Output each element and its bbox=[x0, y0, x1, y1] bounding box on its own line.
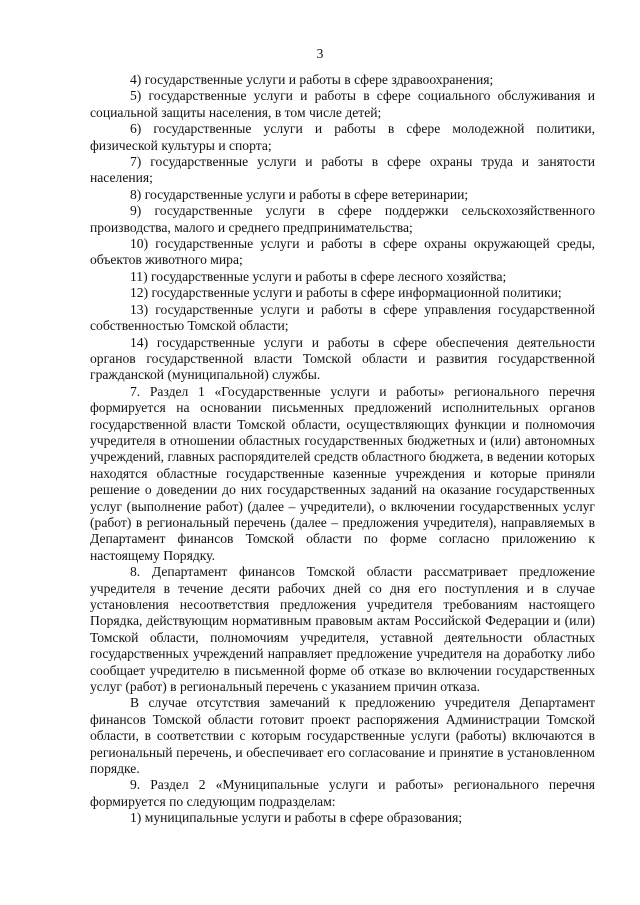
list-item-environment: 10) государственные услуги и работы в сфере охраны окружающей среды, объектов животного мира; bbox=[90, 236, 595, 268]
page-number: 3 bbox=[316, 46, 324, 61]
clause-7: 7. Раздел 1 «Государственные услуги и работы» регионального перечня формируется на основании письменных предложений исполнительных органов государственной власти Томской области, осуществляющих функции и полномочия учредителя в отношении областных государственных бюджетных и (или) автономных учреждений, главных распорядителей средств областного бюджета, в ведении которых находятся областные государственные казенные учреждения и которые приняли решение о доведении до них государственных заданий на оказание государственных услуг (выполнение работ) (далее – учредители), о включении государственных услуг (работ) в региональный перечень (далее – предложения учредителя), направляемых в Департамент финансов Томской области по форме согласно приложению к настоящему Порядку. bbox=[90, 383, 595, 563]
clause-8: 8. Департамент финансов Томской области рассматривает предложение учредителя в течение десяти рабочих дней со дня его поступления и в случае установления несоответствия предложения учредителя требованиям настоящего Порядка, действующим нормативным правовым актам Российской Федерации и (или) Томской области, полномочиям учредителя, уставной деятельности областных государственных учреждений направляет предложение учредителя на доработку либо сообщает учредителю в письменной форме об отказе во включении государственных услуг (работ) в региональный перечень с указанием причин отказа. bbox=[90, 564, 595, 695]
document-body bbox=[90, 72, 595, 827]
list-item-agriculture-business: 9) государственные услуги в сфере поддержки сельскохозяйственного производства, малого и среднего предпринимательства; bbox=[90, 203, 595, 235]
list-item-veterinary: 8) государственные услуги и работы в сфере ветеринарии; bbox=[130, 186, 469, 202]
clause-8-continuation: В случае отсутствия замечаний к предложению учредителя Департамент финансов Томской области готовит проект распоряжения Администрации Томской области, в соответствии с которым государственные услуги (работы) включаются в региональный перечень, и обеспечивает его согласование и принятие в установленном порядке. bbox=[90, 695, 595, 777]
list-item-property-management: 13) государственные услуги и работы в сфере управления государственной собственностью Томской области; bbox=[90, 301, 595, 334]
list-item-health: 4) государственные услуги и работы в сфере здравоохранения; bbox=[130, 72, 494, 87]
list-item-youth-sport: 6) государственные услуги и работы в сфере молодежной политики, физической культуры и спорта; bbox=[90, 121, 595, 153]
list-item-civil-service: 14) государственные услуги и работы в сфере обеспечения деятельности органов государственной власти Томской области и развития государственной гражданской (муниципальной) службы. bbox=[90, 334, 595, 383]
list-item-information-policy: 12) государственные услуги и работы в сфере информационной политики; bbox=[130, 285, 562, 301]
list-item-education: 1) муниципальные услуги и работы в сфере образования; bbox=[130, 810, 463, 826]
list-item-social-services: 5) государственные услуги и работы в сфере социального обслуживания и социальной защиты населения, в том числе детей; bbox=[90, 88, 595, 120]
list-item-forestry: 11) государственные услуги и работы в сфере лесного хозяйства; bbox=[130, 268, 507, 284]
list-item-labor-employment: 7) государственные услуги и работы в сфере охраны труда и занятости населения; bbox=[90, 154, 595, 186]
clause-9: 9. Раздел 2 «Муниципальные услуги и работы» регионального перечня формируется по следующим подразделам: bbox=[90, 777, 595, 809]
